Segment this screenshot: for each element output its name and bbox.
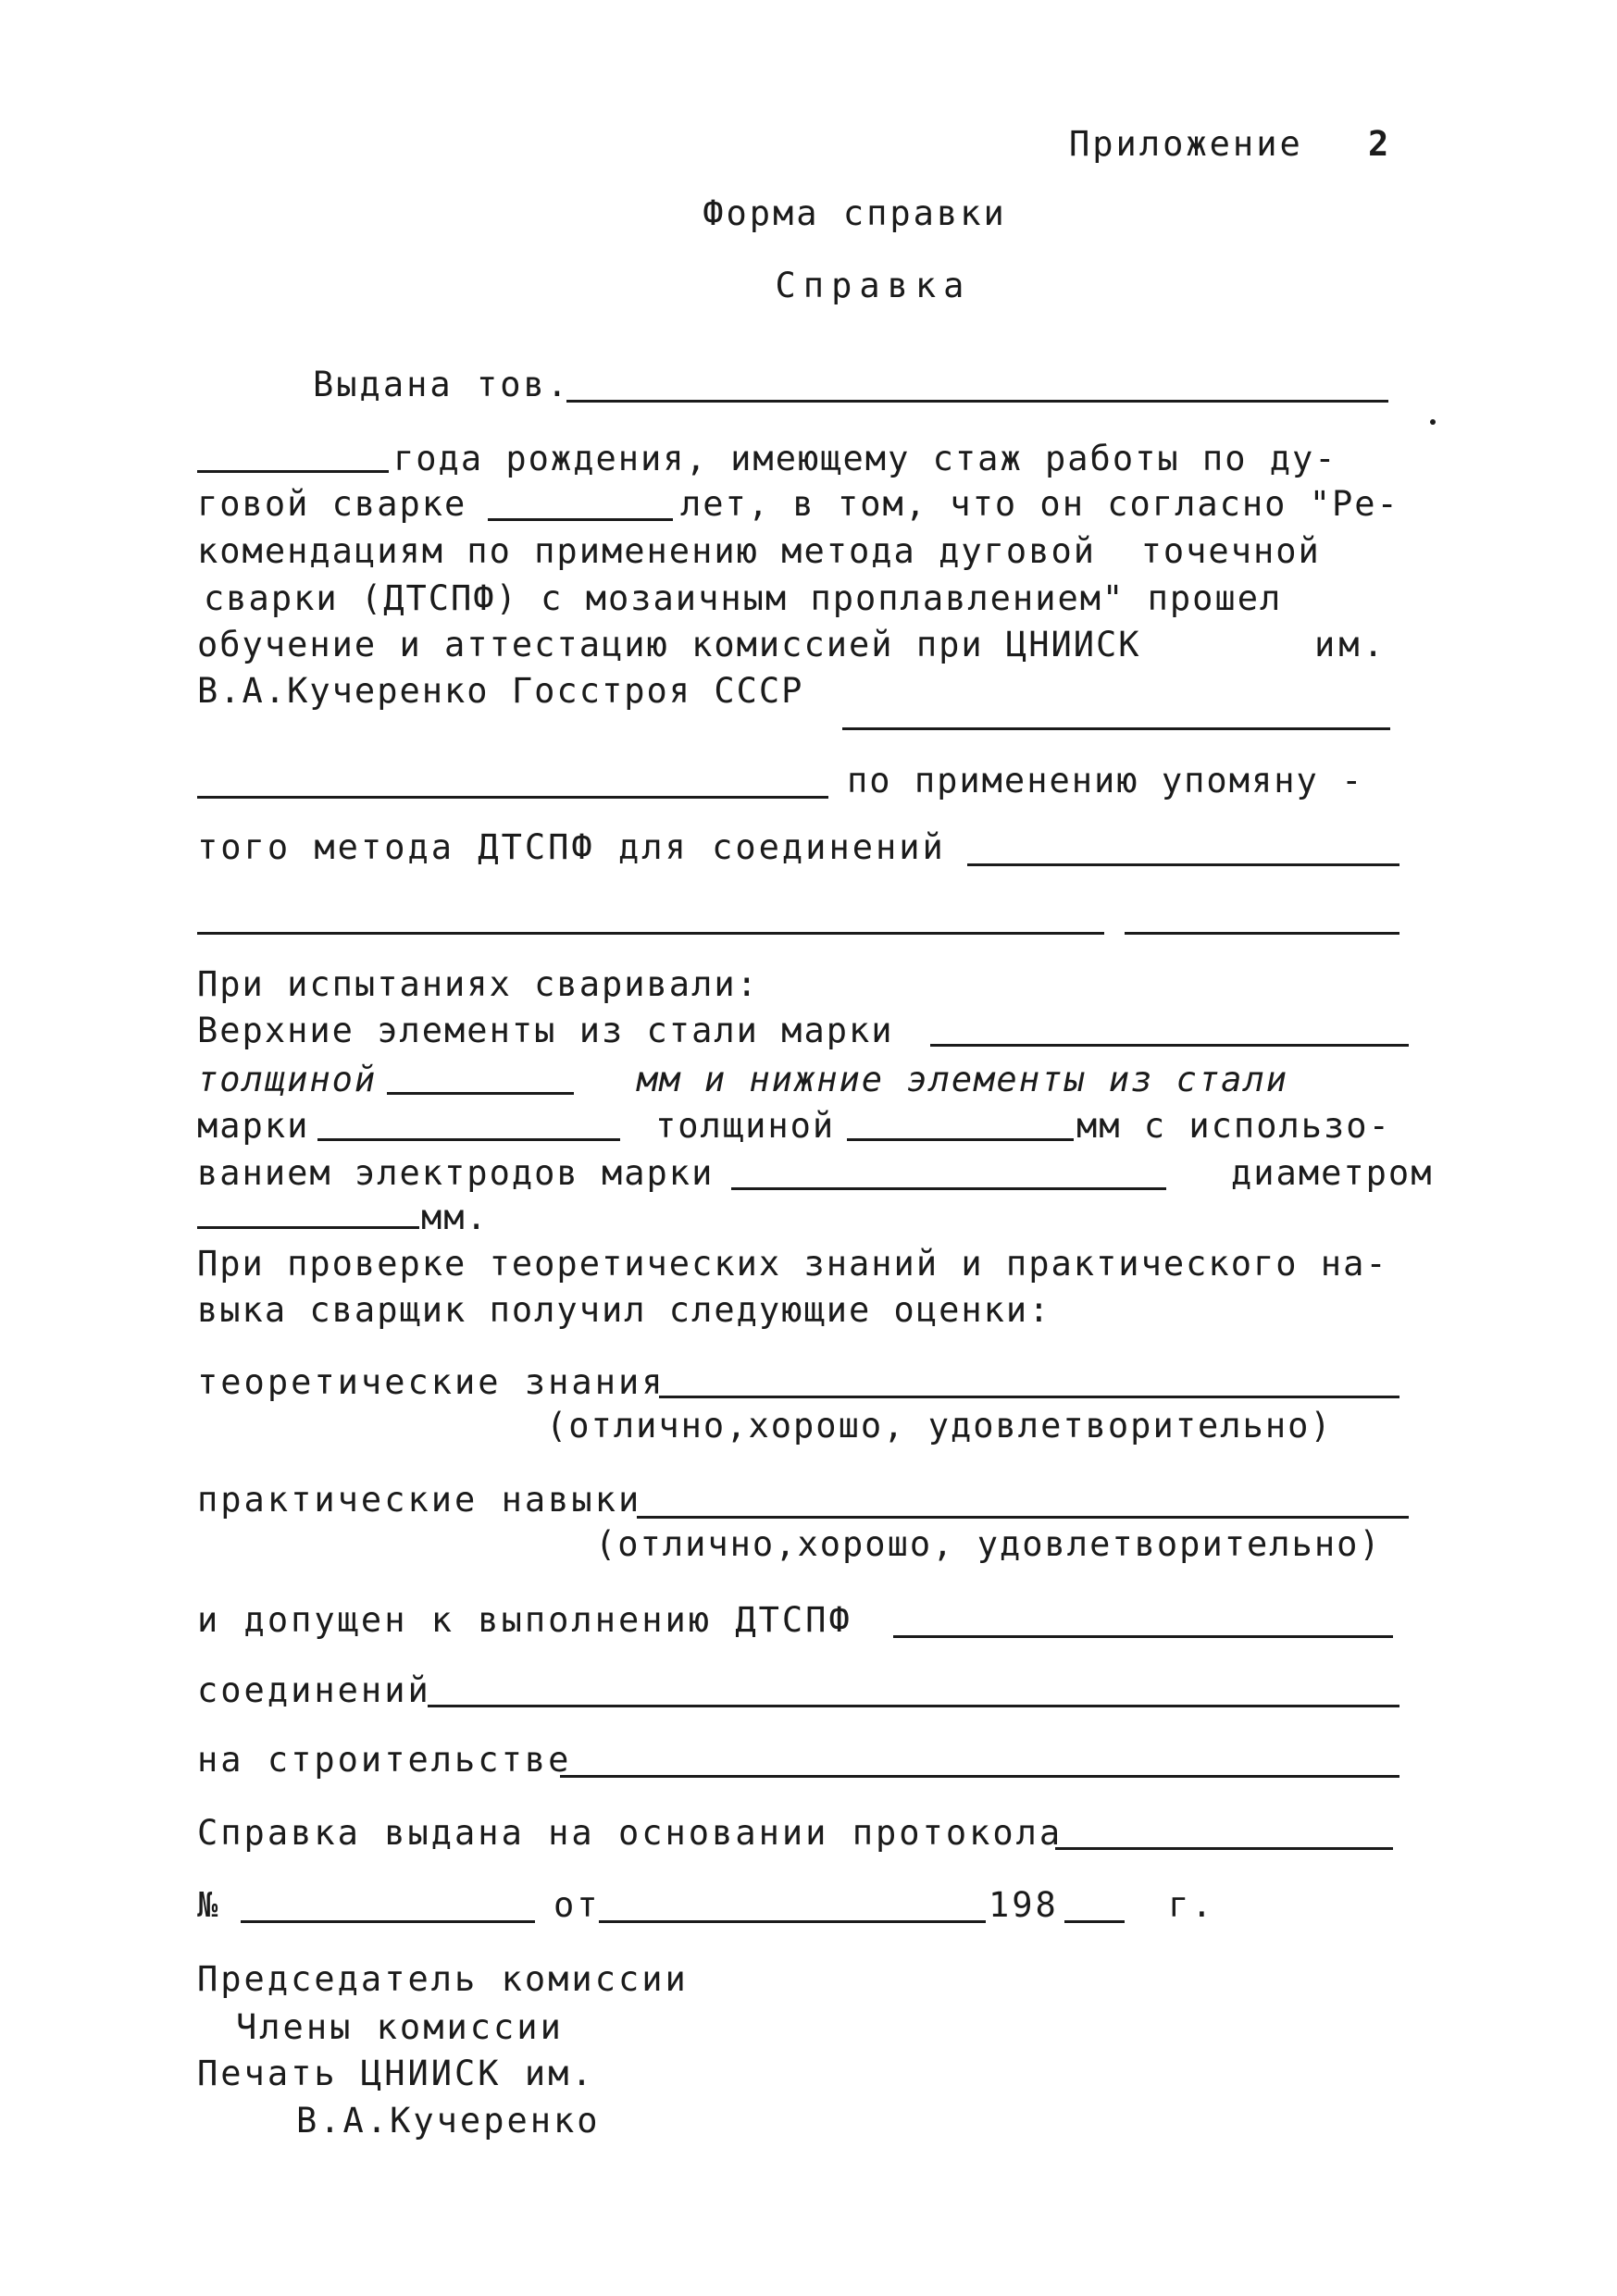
document-title: Справка xyxy=(775,266,972,305)
practice-label: практические навыки xyxy=(197,1480,642,1520)
construction-field[interactable] xyxy=(560,1775,1399,1778)
appendix-number: 2 xyxy=(1368,124,1392,164)
birth-year-field[interactable] xyxy=(197,470,389,473)
blank-field-3b[interactable] xyxy=(1125,932,1399,935)
kucherenko-line: В.А.Кучеренко Госстроя СССР xyxy=(197,671,804,711)
arc-line-b: лет, в том, что он согласно "Ре- xyxy=(680,484,1399,524)
year-suffix: г. xyxy=(1168,1885,1215,1925)
members-label: Члены комиссии xyxy=(236,2007,564,2047)
number-label: № xyxy=(197,1885,221,1925)
theory-label: теоретические знания xyxy=(197,1362,665,1402)
check-line-1: При проверке теоретических знаний и практического на- xyxy=(197,1244,1388,1284)
admitted-label: и допущен к выполнению ДТСПФ xyxy=(197,1600,852,1640)
blank-field-3a[interactable] xyxy=(197,932,1104,935)
theory-grade-field[interactable] xyxy=(659,1396,1399,1398)
grade-line-c: мм с использо- xyxy=(1076,1106,1391,1146)
thickness-line-b: мм и нижние элементы из стали xyxy=(637,1060,1289,1099)
experience-years-field[interactable] xyxy=(488,518,673,521)
blank-field-1[interactable] xyxy=(842,727,1390,730)
diameter-field[interactable] xyxy=(197,1226,419,1229)
admitted-field[interactable] xyxy=(893,1635,1393,1638)
electrode-grade-field[interactable] xyxy=(731,1187,1166,1190)
seal-name: В.А.Кучеренко xyxy=(296,2101,601,2141)
protocol-date-field[interactable] xyxy=(599,1920,986,1923)
construction-label: на строительстве xyxy=(197,1740,572,1780)
tests-intro: При испытаниях сваривали: xyxy=(197,964,759,1004)
protocol-number-field[interactable] xyxy=(241,1920,535,1923)
weld-line: сварки (ДТСПФ) с мозаичным проплавлением" прошел xyxy=(204,578,1283,618)
electrodes-line: ванием электродов марки xyxy=(197,1153,715,1193)
check-line-2: выка сварщик получил следующие оценки: xyxy=(197,1290,1051,1330)
seal-label: Печать ЦНИИСК им. xyxy=(197,2054,595,2093)
arc-line-a: говой сварке xyxy=(197,484,467,524)
from-label: от xyxy=(554,1885,601,1925)
joints-type-field[interactable] xyxy=(967,863,1399,866)
joints-field[interactable] xyxy=(428,1705,1399,1707)
lower-thickness-field[interactable] xyxy=(847,1138,1074,1141)
appendix-label: Приложение xyxy=(1069,124,1303,164)
birth-line: года рождения, имеющему стаж работы по ду- xyxy=(393,439,1337,478)
chairman-label: Председатель комиссии xyxy=(197,1959,689,1999)
stray-dot xyxy=(1430,419,1436,425)
upper-thickness-field[interactable] xyxy=(387,1092,574,1095)
grade-label: марки xyxy=(197,1106,310,1146)
mm-label: мм. xyxy=(421,1198,489,1237)
issued-to-label: Выдана тов. xyxy=(313,365,571,404)
diameter-label: диаметром xyxy=(1231,1153,1434,1193)
form-title: Форма справки xyxy=(703,193,1007,233)
upper-steel-grade-field[interactable] xyxy=(930,1044,1409,1047)
year-field[interactable] xyxy=(1064,1920,1125,1923)
year-prefix: 198 xyxy=(989,1885,1059,1925)
joints-label: соединений xyxy=(197,1670,431,1710)
lower-steel-grade-field[interactable] xyxy=(317,1138,620,1141)
training-line-b: им. xyxy=(1314,625,1387,664)
upper-elements-line: Верхние элементы из стали марки xyxy=(197,1011,894,1050)
training-line-a: обучение и аттестацию комиссией при ЦНИИСК xyxy=(197,625,1141,664)
thickness-label-2: толщиной xyxy=(655,1106,836,1146)
protocol-field[interactable] xyxy=(1055,1847,1393,1850)
thickness-label-1: толщиной xyxy=(197,1060,378,1099)
issued-to-field[interactable] xyxy=(566,400,1388,403)
grades-hint-2: (отлично,хорошо, удовлетворительно) xyxy=(595,1524,1382,1564)
blank-field-2[interactable] xyxy=(197,796,828,799)
grades-hint-1: (отлично,хорошо, удовлетворительно) xyxy=(546,1406,1333,1446)
protocol-label: Справка выдана на основании протокола xyxy=(197,1813,1063,1853)
method-line: того метода ДТСПФ для соединений xyxy=(197,827,946,867)
practice-grade-field[interactable] xyxy=(637,1516,1409,1519)
recommend-line: комендациям по применению метода дуговой точечной xyxy=(197,531,1321,571)
apply-line: по применению упомяну - xyxy=(847,761,1364,800)
